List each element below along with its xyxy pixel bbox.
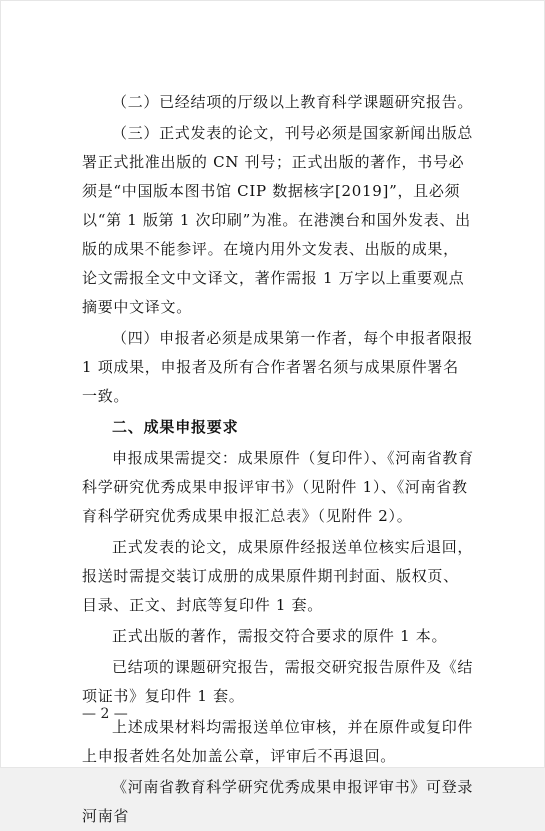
review-paragraph: 上述成果材料均需报送单位审核，并在原件或复印件上申报者姓名处加盖公章，评审后不再退回。	[82, 718, 474, 765]
paragraph-item-2: （二）已经结项的厅级以上教育科学课题研究报告。	[112, 93, 474, 111]
research-report-paragraph: 已结项的课题研究报告，需报交研究报告原件及《结项证书》复印件 1 套。	[82, 658, 474, 705]
paragraph-item-4: （四）申报者必须是成果第一作者，每个申报者限报 1 项成果，申报者及所有合作者署名须与成果原件署名一致。	[82, 329, 474, 405]
final-paragraph: 《河南省教育科学研究优秀成果申报评审书》可登录河南省	[82, 778, 474, 825]
published-book-paragraph: 正式出版的著作，需报交符合要求的原件 1 本。	[112, 627, 448, 645]
document-body	[82, 88, 474, 831]
page-number: — 2 —	[82, 706, 128, 722]
published-paper-paragraph: 正式发表的论文，成果原件经报送单位核实后退回，报送时需提交装订成册的成果原件期刊封面、版权页、目录、正文、封底等复印件 1 套。	[82, 538, 474, 614]
paragraph-item-3: （三）正式发表的论文，刊号必须是国家新闻出版总署正式批准出版的 CN 刊号；正式出版的著作，书号必须是“中国版本图书馆 CIP 数据核字[2019]”，且必须以“第 1 版第 1 次印刷”为准。在港澳台和国外发表、出版的成果不能参评。在境内用外文发表、出版的成果，论文需报全文中文译文，著作需报 1 万字以上重要观点摘要中文译文。	[82, 124, 474, 316]
section-heading: 二、成果申报要求	[112, 418, 239, 436]
submission-paragraph: 申报成果需提交：成果原件（复印件）、《河南省教育科学研究优秀成果申报评审书》（见附件 1）、《河南省教育科学研究优秀成果申报汇总表》（见附件 2）。	[82, 449, 474, 525]
